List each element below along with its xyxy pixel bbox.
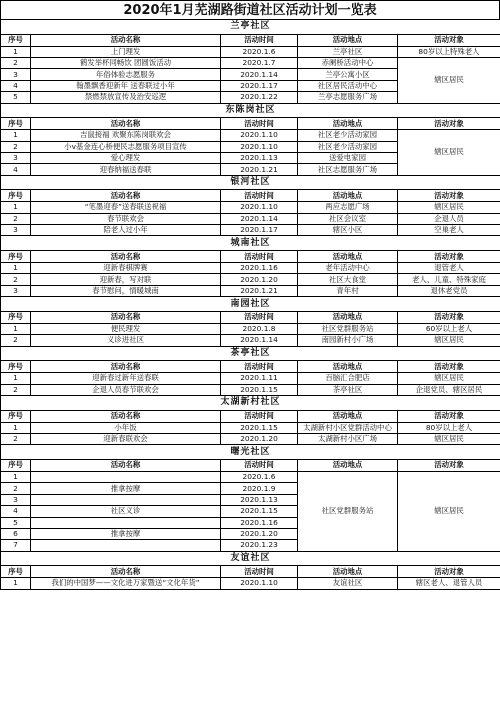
activity-target: 80岁以上老人 [398, 422, 500, 433]
header-name: 活动名称 [31, 251, 221, 263]
column-header-row [1, 311, 500, 323]
table-row [1, 433, 500, 444]
row-number: 2 [1, 57, 31, 68]
table-row [1, 213, 500, 224]
row-number: 1 [1, 422, 31, 433]
activity-name: 爱心理发 [31, 152, 221, 163]
activity-time: 2020.1.13 [221, 152, 298, 163]
header-time: 活动时间 [221, 410, 298, 422]
header-place: 活动地点 [298, 410, 398, 422]
header-place: 活动地点 [298, 459, 398, 471]
row-number: 2 [1, 141, 31, 152]
header-no: 序号 [1, 118, 31, 130]
section-header [1, 551, 500, 566]
row-number: 5 [1, 92, 31, 103]
activity-target: 辖区居民 [398, 57, 500, 103]
header-no: 序号 [1, 566, 31, 578]
header-name: 活动名称 [31, 34, 221, 46]
column-header-row [1, 251, 500, 263]
activity-target: 空巢老人 [398, 225, 500, 236]
activity-target: 退休老党员 [398, 285, 500, 296]
activity-place: 社区老少活动家园 [298, 130, 398, 141]
activity-place: 兰亭社区 [298, 46, 398, 57]
table-row [1, 578, 500, 589]
table-row [1, 57, 500, 68]
table-row [1, 274, 500, 285]
activity-time: 2020.1.14 [221, 335, 298, 346]
activity-time: 2020.1.8 [221, 323, 298, 334]
header-time: 活动时间 [221, 361, 298, 373]
header-time: 活动时间 [221, 311, 298, 323]
activity-time: 2020.1.15 [221, 422, 298, 433]
activity-place: 两应志愿广场 [298, 202, 398, 213]
activity-time: 2020.1.6 [221, 471, 298, 482]
activity-place: 友谊社区 [298, 578, 398, 589]
section-title: 兰亭社区 [1, 20, 500, 35]
header-place: 活动地点 [298, 566, 398, 578]
activity-time: 2020.1.20 [221, 433, 298, 444]
header-target: 活动对象 [398, 118, 500, 130]
activity-time: 2020.1.10 [221, 141, 298, 152]
activity-time: 2020.1.21 [221, 164, 298, 175]
section-title: 友谊社区 [1, 551, 500, 566]
section-title: 东陈岗社区 [1, 103, 500, 118]
header-place: 活动地点 [298, 34, 398, 46]
section-title: 南园社区 [1, 297, 500, 312]
activity-name: 年俗体验志愿服务 [31, 69, 221, 80]
header-name: 活动名称 [31, 118, 221, 130]
activity-target: 辖区居民 [398, 335, 500, 346]
activity-name [31, 471, 221, 482]
row-number: 6 [1, 528, 31, 539]
activity-place: 百脑汇合肥店 [298, 373, 398, 384]
header-no: 序号 [1, 410, 31, 422]
activity-time: 2020.1.11 [221, 373, 298, 384]
row-number: 2 [1, 384, 31, 395]
header-name: 活动名称 [31, 566, 221, 578]
activity-place: 社区老少活动家园 [298, 141, 398, 152]
header-time: 活动时间 [221, 566, 298, 578]
column-header-row [1, 361, 500, 373]
section-title: 茶亭社区 [1, 346, 500, 361]
activity-name: 迎新春过新年送春联 [31, 373, 221, 384]
header-place: 活动地点 [298, 190, 398, 202]
activity-time: 2020.1.17 [221, 80, 298, 91]
section-header [1, 20, 500, 35]
activity-name: 春节慰问，情暖城南 [31, 285, 221, 296]
activity-target: 退管老人 [398, 263, 500, 274]
header-no: 序号 [1, 311, 31, 323]
table-row [1, 323, 500, 334]
table-row [1, 130, 500, 141]
header-target: 活动对象 [398, 361, 500, 373]
section-header [1, 445, 500, 460]
activity-name: 迎新春，写对联 [31, 274, 221, 285]
activity-target: 辖区居民 [398, 373, 500, 384]
activity-place: 送爱电家园 [298, 152, 398, 163]
section-title: 太湖新村社区 [1, 395, 500, 410]
table-row [1, 373, 500, 384]
activity-time: 2020.1.23 [221, 540, 298, 551]
activity-target: 60岁以上老人 [398, 323, 500, 334]
table-row [1, 202, 500, 213]
activity-place: 社区志愿服务广场 [298, 164, 398, 175]
header-place: 活动地点 [298, 311, 398, 323]
activity-target: 辖区老人、退管人员 [398, 578, 500, 589]
section-title: 银河社区 [1, 175, 500, 190]
activity-name: 上门理发 [31, 46, 221, 57]
section-header [1, 395, 500, 410]
activity-place: 社区党群服务站 [298, 323, 398, 334]
activity-time: 2020.1.21 [221, 285, 298, 296]
header-place: 活动地点 [298, 251, 398, 263]
header-name: 活动名称 [31, 459, 221, 471]
activity-name [31, 494, 221, 505]
header-target: 活动对象 [398, 190, 500, 202]
row-number: 3 [1, 285, 31, 296]
table-row [1, 46, 500, 57]
table-row [1, 384, 500, 395]
activity-name: 我们的中国梦——文化进万家暨送“文化年货” [31, 578, 221, 589]
row-number: 1 [1, 578, 31, 589]
activity-time: 2020.1.20 [221, 274, 298, 285]
header-time: 活动时间 [221, 34, 298, 46]
activity-name: 吉鼠接福 欢聚东陈岗联欢会 [31, 130, 221, 141]
header-place: 活动地点 [298, 118, 398, 130]
header-name: 活动名称 [31, 410, 221, 422]
activity-name: 迎春纳福送春联 [31, 164, 221, 175]
row-number: 3 [1, 225, 31, 236]
section-header [1, 236, 500, 251]
activity-time: 2020.1.13 [221, 494, 298, 505]
table-row [1, 285, 500, 296]
activity-name [31, 517, 221, 528]
header-no: 序号 [1, 190, 31, 202]
activity-place: 太湖新村小区党群活动中心 [298, 422, 398, 433]
activity-place: 茶亭社区 [298, 384, 398, 395]
page-title: 2020年1月芜湖路街道社区活动计划一览表 [0, 0, 500, 19]
row-number: 4 [1, 164, 31, 175]
activity-place: 社区党群服务站 [298, 471, 398, 551]
header-target: 活动对象 [398, 311, 500, 323]
column-header-row [1, 410, 500, 422]
activity-name: 推拿按摩 [31, 483, 221, 494]
activity-name: 禁燃禁放宣传及治安巡逻 [31, 92, 221, 103]
table-row [1, 335, 500, 346]
header-name: 活动名称 [31, 361, 221, 373]
header-target: 活动对象 [398, 566, 500, 578]
header-target: 活动对象 [398, 34, 500, 46]
header-name: 活动名称 [31, 190, 221, 202]
activity-place: 太湖新村小区广场 [298, 433, 398, 444]
activity-time: 2020.1.7 [221, 57, 298, 68]
row-number: 1 [1, 130, 31, 141]
table-row [1, 263, 500, 274]
header-time: 活动时间 [221, 459, 298, 471]
row-number: 3 [1, 69, 31, 80]
row-number: 5 [1, 517, 31, 528]
row-number: 1 [1, 323, 31, 334]
header-target: 活动对象 [398, 459, 500, 471]
activity-target: 80岁以上特殊老人 [398, 46, 500, 57]
section-header [1, 175, 500, 190]
activity-name: 迎新春联欢会 [31, 433, 221, 444]
activity-place: 老年活动中心 [298, 263, 398, 274]
activity-time: 2020.1.10 [221, 202, 298, 213]
activity-name: 春节联欢会 [31, 213, 221, 224]
section-header [1, 346, 500, 361]
activity-target: 企退党员、辖区居民 [398, 384, 500, 395]
activity-time: 2020.1.16 [221, 263, 298, 274]
table-row [1, 471, 500, 482]
row-number: 1 [1, 471, 31, 482]
activity-place: 兰亭志愿服务广场 [298, 92, 398, 103]
activity-name [31, 540, 221, 551]
activity-place: 社区居民活动中心 [298, 80, 398, 91]
row-number: 2 [1, 433, 31, 444]
activity-time: 2020.1.17 [221, 225, 298, 236]
header-no: 序号 [1, 251, 31, 263]
activity-name: 便民理发 [31, 323, 221, 334]
row-number: 7 [1, 540, 31, 551]
activity-time: 2020.1.16 [221, 517, 298, 528]
activity-name: 推拿按摩 [31, 528, 221, 539]
row-number: 4 [1, 80, 31, 91]
activity-time: 2020.1.14 [221, 213, 298, 224]
column-header-row [1, 190, 500, 202]
activity-target: 老人、儿童、特殊家庭 [398, 274, 500, 285]
column-header-row [1, 566, 500, 578]
header-target: 活动对象 [398, 410, 500, 422]
table-row [1, 422, 500, 433]
row-number: 4 [1, 506, 31, 517]
activity-target: 企退人员 [398, 213, 500, 224]
row-number: 2 [1, 483, 31, 494]
activity-place: 社区会议室 [298, 213, 398, 224]
column-header-row [1, 118, 500, 130]
activity-name: 义诊进社区 [31, 335, 221, 346]
activity-name: 翰墨飘香迎新年 送春联过小年 [31, 80, 221, 91]
column-header-row [1, 34, 500, 46]
row-number: 2 [1, 213, 31, 224]
activity-time: 2020.1.15 [221, 384, 298, 395]
column-header-row [1, 459, 500, 471]
section-title: 城南社区 [1, 236, 500, 251]
activity-target: 辖区居民 [398, 433, 500, 444]
header-no: 序号 [1, 361, 31, 373]
activity-name: 小v基金连心桥便民志愿服务项目宣传 [31, 141, 221, 152]
section-title: 曙光社区 [1, 445, 500, 460]
row-number: 1 [1, 46, 31, 57]
activity-time: 2020.1.22 [221, 92, 298, 103]
activity-target: 辖区居民 [398, 202, 500, 213]
activity-place: 赤阑桥活动中心 [298, 57, 398, 68]
header-time: 活动时间 [221, 118, 298, 130]
activity-name: “笔墨迎春”送春联送祝福 [31, 202, 221, 213]
activity-time: 2020.1.6 [221, 46, 298, 57]
activity-time: 2020.1.15 [221, 506, 298, 517]
header-time: 活动时间 [221, 190, 298, 202]
header-target: 活动对象 [398, 251, 500, 263]
activity-name: 社区义诊 [31, 506, 221, 517]
activity-place: 兰亭公寓小区 [298, 69, 398, 80]
section-header [1, 103, 500, 118]
activity-name: 小年饭 [31, 422, 221, 433]
table-row [1, 225, 500, 236]
header-no: 序号 [1, 34, 31, 46]
activity-table [0, 19, 500, 590]
row-number: 2 [1, 274, 31, 285]
row-number: 3 [1, 152, 31, 163]
activity-time: 2020.1.10 [221, 130, 298, 141]
activity-name: 鹤发举杯同畅饮 团圆饭活动 [31, 57, 221, 68]
row-number: 2 [1, 335, 31, 346]
header-no: 序号 [1, 459, 31, 471]
activity-time: 2020.1.14 [221, 69, 298, 80]
activity-name: 企退人员春节联欢会 [31, 384, 221, 395]
activity-time: 2020.1.10 [221, 578, 298, 589]
activity-place: 社区大食堂 [298, 274, 398, 285]
row-number: 3 [1, 494, 31, 505]
activity-name: 迎新春棋牌赛 [31, 263, 221, 274]
section-header [1, 297, 500, 312]
activity-place: 青年村 [298, 285, 398, 296]
row-number: 1 [1, 373, 31, 384]
header-time: 活动时间 [221, 251, 298, 263]
activity-place: 南园新村小广场 [298, 335, 398, 346]
row-number: 1 [1, 263, 31, 274]
row-number: 1 [1, 202, 31, 213]
activity-target: 辖区居民 [398, 471, 500, 551]
activity-name: 陪老人过小年 [31, 225, 221, 236]
header-name: 活动名称 [31, 311, 221, 323]
header-place: 活动地点 [298, 361, 398, 373]
activity-time: 2020.1.9 [221, 483, 298, 494]
activity-time: 2020.1.20 [221, 528, 298, 539]
activity-place: 辖区小区 [298, 225, 398, 236]
activity-target: 辖区居民 [398, 130, 500, 176]
